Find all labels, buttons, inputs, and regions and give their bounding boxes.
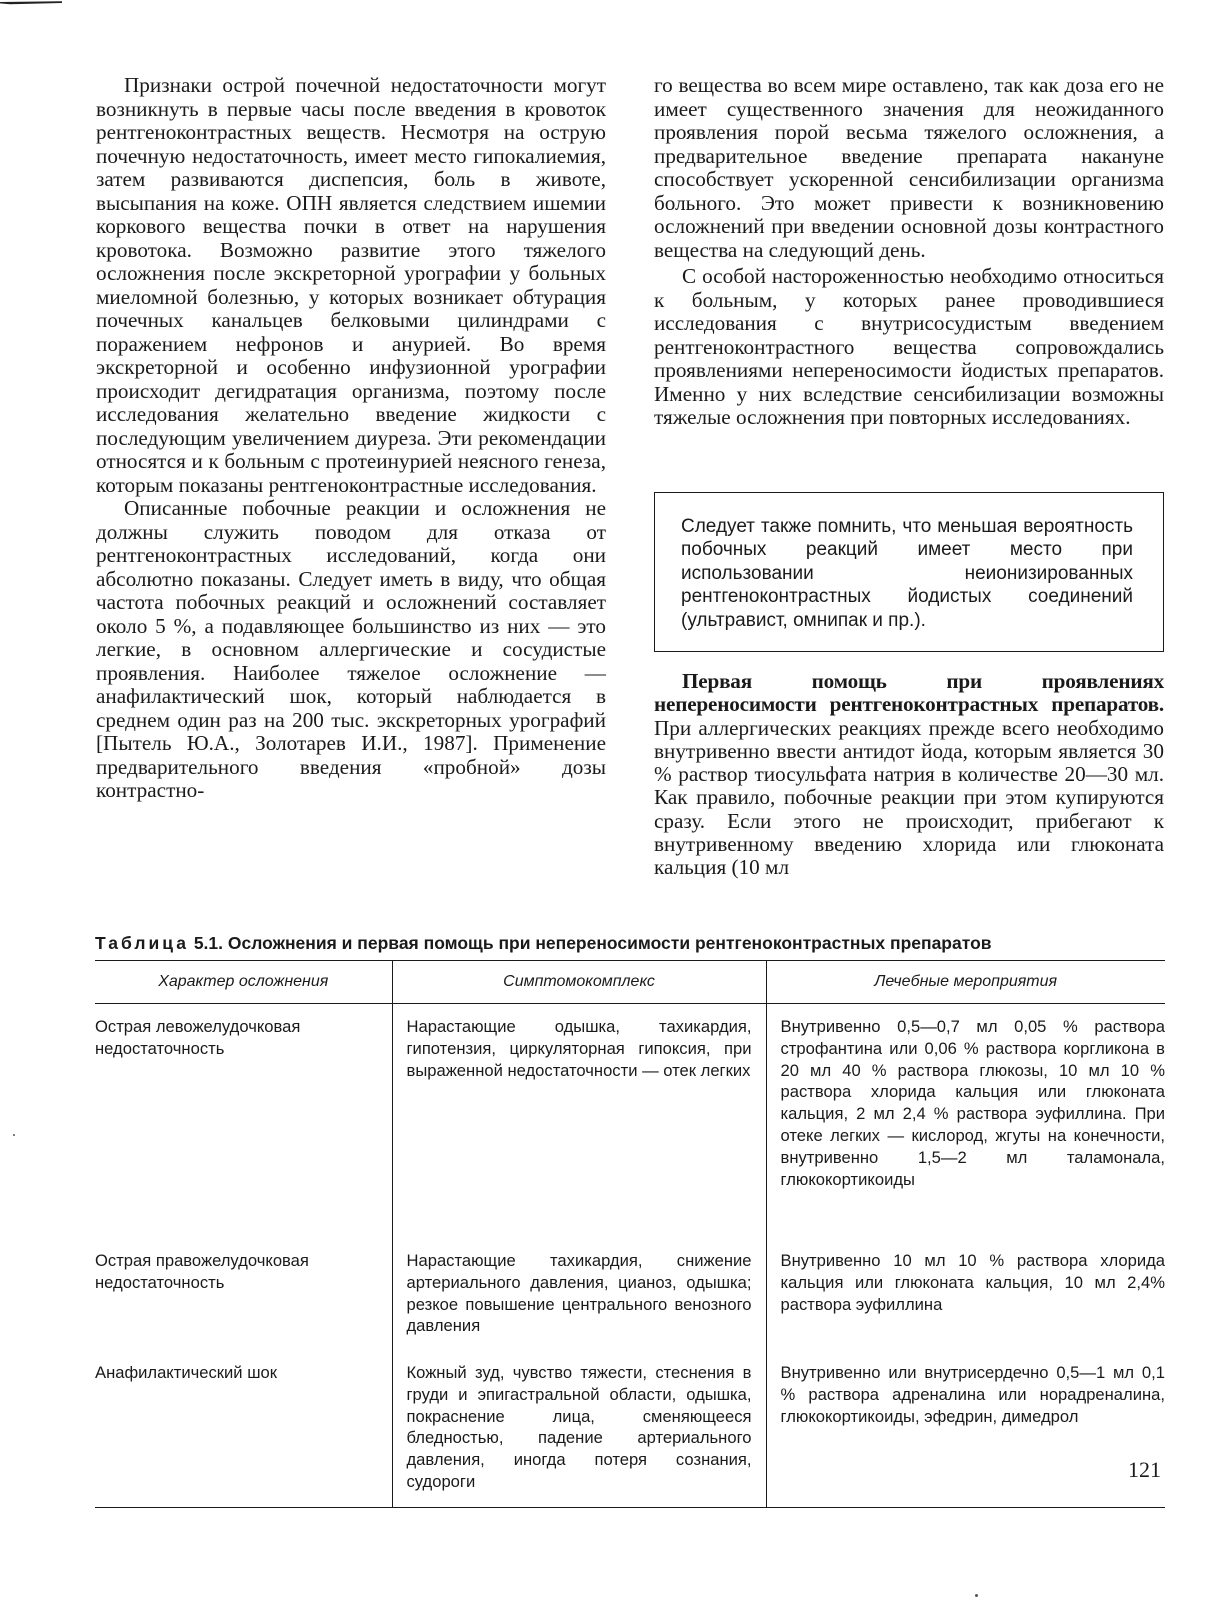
cell-complication: Острая правожелудочковая недостаточность xyxy=(95,1251,309,1292)
cell-symptoms: Нарастающие одышка, тахикардия, гипотензия, циркуляторная гипоксия, при выраженной недостаточности — отек легких xyxy=(392,1004,766,1239)
scan-speck xyxy=(13,1134,15,1136)
table-row xyxy=(95,1238,1165,1350)
cell-treatment: Внутривенно 10 мл 10 % раствора хлорида кальция или глюконата кальция, 10 мл 2,4% раствора эуфиллина xyxy=(766,1238,1165,1350)
paragraph-side-reactions: Описанные побочные реакции и осложнения не должны служить поводом для отказа от рентгеноконтрастных исследований, когда они абсолютно показаны. Следует иметь в виду, что общая частота побочных реакций и осложнений составляет около 5 %, а подавляющее большинство из них — это легкие, в основном аллергические и сосудистые проявления. Наиболее тяжелое осложнение — анафилактический шок, который наблюдается в среднем один раз на 200 тыс. экскреторных урографий [Пытель Ю.А., Золотарев И.И., 1987]. Применение предварительного введения «пробной» дозы контрастно- xyxy=(96,496,606,802)
page-number: 121 xyxy=(1128,1457,1161,1482)
cell-treatment: Внутривенно 0,5—0,7 мл 0,05 % раствора строфантина или 0,06 % раствора коргликона в 20 мл 40 % раствора глюкозы, 10 мл 10 % раствора хлорида кальция или глюконата кальция, 2 мл 2,4 % раствора эуфиллина. При отеке легких — кислород, жгуты на конечности, внутривенно 1,5—2 мл таламонала, глюкокортикоиды xyxy=(766,1004,1165,1239)
paragraph-kidney-failure: Признаки острой почечной недостаточности могут возникнуть в первые часы после введения в кровоток рентгеноконтрастных веществ. Несмотря на острую почечную недостаточность, имеет место гипокалиемия, затем развиваются диспепсия, боль в животе, высыпания на коже. ОПН является следствием ишемии коркового вещества почки в ответ на нарушения кровотока. Возможно развитие этого тяжелого осложнения после экскреторной урографии у больных миеломной болезнью, у которых возникает обтурация почечных канальцев белковыми цилиндрами с поражением нефронов и анурией. Во время экскреторной и особенно инфузионной урографии происходит дегидратация организма, поэтому после исследования желательно введение жидкости с последующим увеличением диуреза. Эти рекомендации относятся и к больным с протеинурией неясного генеза, которым показаны рентгеноконтрастные исследования. xyxy=(96,73,606,497)
first-aid-text: При аллергических реакциях прежде всего необходимо внутривенно ввести антидот йода, которым является 30 % раствор тиосульфата натрия в количестве 20—30 мл. Как правило, побочные реакции при этом купируются сразу. Если этого не происходит, прибегают к внутривенному введению хлорида или глюконата кальция (10 мл xyxy=(654,715,1164,880)
paragraph-caution: С особой настороженностью необходимо относиться к больным, у которых ранее проводившиеся исследования с внутрисосудистым введением рентгеноконтрастного вещества сопровождались проявлениями непереносимости йодистых препаратов. Именно у них вследствие сенсибилизации возможны тяжелые осложнения при повторных исследованиях. xyxy=(654,264,1164,429)
first-aid-heading: Первая помощь при проявлениях непереносимости рентгеноконтрастных препаратов. xyxy=(654,669,1164,717)
complications-table xyxy=(95,960,1165,1508)
table-row xyxy=(95,1350,1165,1508)
table-row xyxy=(95,1004,1165,1239)
header-complication: Характер осложнения xyxy=(95,961,392,1004)
table-caption xyxy=(95,933,1175,954)
scan-artifact-mark xyxy=(0,0,62,8)
cell-complication: Острая левожелудочковая недостаточность xyxy=(95,1017,301,1058)
cell-symptoms: Кожный зуд, чувство тяжести, стеснения в груди и эпигастральной области, одышка, покраснение лица, сменяющееся бледностью, падение артериального давления, иногда потеря сознания, судороги xyxy=(392,1350,766,1508)
right-text-column xyxy=(654,74,1164,430)
cell-treatment: Внутривенно или внутрисердечно 0,5—1 мл 0,1 % раствора адреналина или норадреналина, глюкокортикоиды, эфедрин, димедрол xyxy=(766,1350,1165,1508)
table-header-row xyxy=(95,961,1165,1004)
left-text-column xyxy=(96,74,606,803)
scan-speck xyxy=(975,1594,978,1597)
first-aid-paragraph xyxy=(654,670,1164,880)
table-caption-text: 5.1. Осложнения и первая помощь при непереносимости рентгеноконтрастных препаратов xyxy=(193,933,992,953)
paragraph-test-dose-continued: го вещества во всем мире оставлено, так как доза его не имеет существенного значения для неожиданного проявления порой весьма тяжелого осложнения, а предварительное введение препарата накануне способствует ускоренной сенсибилизации организма больного. Это может привести к возникновению осложнений при введении основной дозы контрастного вещества на следующий день. xyxy=(654,73,1164,262)
first-aid-section xyxy=(654,670,1164,880)
header-symptoms: Симптомокомплекс xyxy=(392,961,766,1004)
notice-box xyxy=(654,492,1164,652)
cell-symptoms: Нарастающие тахикардия, снижение артериального давления, цианоз, одышка; резкое повышение центрального венозного давления xyxy=(392,1238,766,1350)
cell-complication: Анафилактический шок xyxy=(95,1350,392,1508)
notice-text: Следует также помнить, что меньшая вероятность побочных реакций имеет место при использовании неионизированных рентгеноконтрастных йодистых соединений (ультравист, омнипак и пр.). xyxy=(681,516,1133,631)
header-treatment: Лечебные мероприятия xyxy=(766,961,1165,1004)
table-caption-label: Таблица xyxy=(95,933,189,953)
